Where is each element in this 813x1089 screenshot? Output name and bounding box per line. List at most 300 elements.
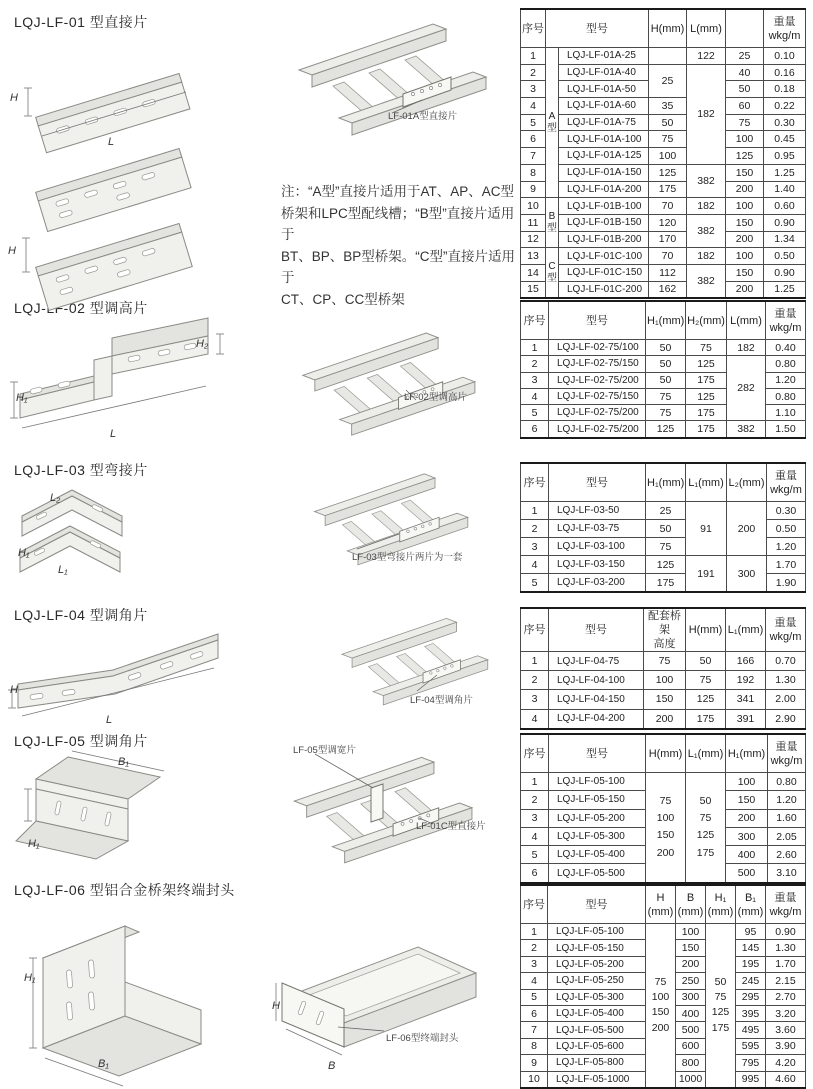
table-cell: 5	[521, 574, 549, 593]
dim-label: H₁	[24, 972, 36, 984]
column-header: H₁ (mm)	[706, 885, 736, 924]
type-usage-note: 注：“A型”直接片适用于AT、AP、AC型 桥架和LPC型配线槽；“B型”直接片适用于 BT、BP、BP型桥架。“C型”直接片适用于 CT、CP、CC型桥架	[281, 184, 516, 307]
table-cell: LQJ-LF-02-75/150	[549, 388, 646, 404]
table-cell: 0.90	[764, 264, 806, 281]
table-cell: 6	[521, 1005, 548, 1021]
table-cell: 500	[726, 864, 768, 883]
spec-table-lf05	[520, 733, 806, 884]
table-cell: 4.20	[766, 1055, 806, 1071]
table-row	[521, 709, 806, 729]
column-header	[726, 9, 764, 48]
column-header: 型号	[549, 463, 646, 502]
table-cell: LQJ-LF-02-75/150	[549, 356, 646, 372]
dim-label: H₂	[196, 338, 209, 350]
table-cell: 1000	[676, 1071, 706, 1088]
table-cell: 0.90	[764, 214, 806, 231]
column-header: L(mm)	[727, 301, 766, 340]
dim-label: B	[328, 1060, 336, 1072]
table-cell: 50	[646, 372, 686, 388]
column-header: H(mm)	[646, 734, 686, 773]
table-row	[521, 264, 806, 281]
table-cell: 125	[686, 356, 727, 372]
column-header: H₁(mm)	[646, 463, 686, 502]
table-cell: 95	[736, 924, 766, 940]
spec-table	[520, 8, 806, 299]
table-cell: 800	[676, 1055, 706, 1071]
table-cell: LQJ-LF-01C-100	[559, 248, 649, 265]
column-header: 型号	[548, 885, 646, 924]
table-cell: 75	[726, 114, 764, 131]
table-row	[521, 98, 806, 115]
table-cell: LQJ-LF-04-200	[549, 709, 644, 729]
table-cell: 0.30	[764, 114, 806, 131]
table-cell: 75	[644, 652, 686, 671]
column-header: 序号	[521, 301, 549, 340]
table-cell: LQJ-LF-04-75	[549, 652, 644, 671]
table-cell: 125	[649, 164, 687, 181]
table-cell: 60	[726, 98, 764, 115]
header-row	[521, 734, 806, 773]
table-cell: 50	[646, 340, 686, 356]
table-cell: LQJ-LF-05-500	[548, 1022, 646, 1038]
spec-table	[520, 884, 806, 1089]
table-cell: 3	[521, 81, 546, 98]
table-cell: 0.40	[766, 340, 806, 356]
table-row	[521, 64, 806, 81]
table-cell: 11	[521, 214, 546, 231]
table-cell: 5	[521, 989, 548, 1005]
drawing-lf05-plate	[12, 745, 217, 867]
table-cell: 400	[676, 1005, 706, 1021]
spec-table	[520, 462, 806, 593]
table-cell: 75	[646, 538, 686, 556]
table-cell: LQJ-LF-05-300	[549, 827, 646, 845]
iso-caption-lf03: LF-03型弯接片两片为一套	[352, 552, 463, 563]
spec-table-lf04	[520, 607, 806, 730]
table-cell: 1.34	[764, 231, 806, 248]
dim-label: L	[110, 428, 117, 440]
table-cell: 50 75 125 175	[706, 924, 736, 1088]
table-cell: LQJ-LF-01B-100	[559, 198, 649, 215]
table-cell: 50	[646, 356, 686, 372]
table-cell: 1.10	[766, 405, 806, 421]
section-title-lf06: LQJ-LF-06 型铝合金桥架终端封头	[14, 882, 235, 898]
iso-caption-lf06: LF-06型终端封头	[386, 1033, 459, 1044]
column-header: L₁(mm)	[686, 463, 727, 502]
table-cell: 4	[521, 827, 549, 845]
table-cell: 182	[687, 248, 726, 265]
table-cell: 75 100 150 200	[646, 773, 686, 883]
table-cell: 100	[726, 131, 764, 148]
table-cell: 7	[521, 148, 546, 165]
table-cell: C型	[546, 248, 559, 299]
table-cell: 1.20	[766, 372, 806, 388]
column-header: 重量 wkg/m	[766, 301, 806, 340]
dim-label: H₁	[28, 838, 40, 850]
table-cell: 282	[727, 356, 766, 421]
table-cell: 3.60	[766, 1022, 806, 1038]
table-cell: 1	[521, 502, 549, 520]
table-cell: A型	[546, 48, 559, 198]
table-cell: LQJ-LF-04-150	[549, 690, 644, 709]
table-cell: 112	[649, 264, 687, 281]
table-cell: LQJ-LF-01A-25	[559, 48, 649, 65]
table-cell: 5	[521, 405, 549, 421]
column-header: L₁(mm)	[686, 734, 726, 773]
table-cell: 166	[726, 652, 766, 671]
table-cell: 1.40	[764, 181, 806, 198]
table-cell: 3	[521, 372, 549, 388]
table-cell: 1.30	[766, 671, 806, 690]
table-cell: 8	[521, 1038, 548, 1054]
table-cell: 175	[646, 574, 686, 593]
table-cell: 1.20	[768, 791, 806, 809]
table-cell: 250	[676, 973, 706, 989]
section-title-lf03: LQJ-LF-03 型弯接片	[14, 462, 148, 478]
table-cell: 1.25	[764, 281, 806, 298]
table-cell: LQJ-LF-03-50	[549, 502, 646, 520]
header-row	[521, 608, 806, 652]
header-row	[521, 9, 806, 48]
dim-label: H	[272, 1000, 280, 1012]
table-cell: LQJ-LF-05-500	[549, 864, 646, 883]
table-cell: LQJ-LF-01A-200	[559, 181, 649, 198]
table-cell: 1	[521, 924, 548, 940]
table-cell: 150	[726, 791, 768, 809]
table-row	[521, 164, 806, 181]
iso-caption-lf01: LF-01A型直接片	[388, 111, 458, 122]
table-cell: 1	[521, 652, 549, 671]
column-header: 型号	[546, 9, 649, 48]
table-cell: 341	[726, 690, 766, 709]
table-cell: 35	[649, 98, 687, 115]
table-cell: 25	[726, 48, 764, 65]
table-cell: 14	[521, 264, 546, 281]
table-cell: 200	[726, 181, 764, 198]
section-title-lf04: LQJ-LF-04 型调角片	[14, 607, 148, 623]
table-cell: 170	[649, 231, 687, 248]
table-cell: LQJ-LF-01A-50	[559, 81, 649, 98]
section-title-lf01: LQJ-LF-01 型直接片	[14, 14, 148, 30]
table-cell: 25	[646, 502, 686, 520]
table-cell: 1.50	[766, 421, 806, 438]
table-row	[521, 231, 806, 248]
table-cell: 3.10	[768, 864, 806, 883]
table-row	[521, 248, 806, 265]
table-cell: 13	[521, 248, 546, 265]
table-cell: 2.60	[768, 846, 806, 864]
table-cell: 0.95	[764, 148, 806, 165]
table-cell: 300	[727, 556, 767, 593]
dim-label: H	[10, 92, 18, 104]
table-cell: 600	[676, 1038, 706, 1054]
table-cell: 75 100 150 200	[646, 924, 676, 1088]
table-cell: 75	[646, 388, 686, 404]
table-row	[521, 421, 806, 438]
spec-table	[520, 733, 806, 884]
table-cell: 391	[726, 709, 766, 729]
table-cell: 2	[521, 671, 549, 690]
table-cell: 15	[521, 281, 546, 298]
table-cell: 75	[686, 671, 726, 690]
column-header: 型号	[549, 301, 646, 340]
table-cell: 75	[646, 405, 686, 421]
table-cell: 3	[521, 690, 549, 709]
table-cell: LQJ-LF-03-75	[549, 520, 646, 538]
table-cell: 0.80	[766, 388, 806, 404]
table-cell: 200	[644, 709, 686, 729]
table-cell: 145	[736, 940, 766, 956]
table-cell: 0.22	[764, 98, 806, 115]
table-cell: 25	[649, 64, 687, 97]
table-cell: 2	[521, 64, 546, 81]
table-cell: 150	[726, 164, 764, 181]
table-row	[521, 652, 806, 671]
column-header: L₁(mm)	[726, 608, 766, 652]
table-cell: 500	[676, 1022, 706, 1038]
table-cell: LQJ-LF-01B-150	[559, 214, 649, 231]
column-header: L(mm)	[687, 9, 726, 48]
table-cell: 12	[521, 231, 546, 248]
column-header: 序号	[521, 885, 548, 924]
table-cell: LQJ-LF-02-75/200	[549, 405, 646, 421]
table-cell: 100	[649, 148, 687, 165]
table-cell: B型	[546, 198, 559, 248]
dim-label: L	[108, 136, 115, 148]
column-header: L₂(mm)	[727, 463, 767, 502]
table-row	[521, 556, 806, 574]
column-header: 重量 wkg/m	[766, 608, 806, 652]
table-cell: 1.90	[767, 574, 806, 593]
iso-caption-lf05-widener: LF-05型调宽片	[293, 745, 356, 756]
table-cell: 182	[687, 64, 726, 164]
table-cell: 2	[521, 791, 549, 809]
table-cell: 0.80	[768, 773, 806, 791]
table-row	[521, 281, 806, 298]
table-cell: 795	[736, 1055, 766, 1071]
column-header: H₂(mm)	[686, 301, 727, 340]
column-header: H₁(mm)	[646, 301, 686, 340]
table-row	[521, 181, 806, 198]
table-cell: LQJ-LF-04-100	[549, 671, 644, 690]
table-cell: LQJ-LF-05-150	[549, 791, 646, 809]
table-cell: 4	[521, 556, 549, 574]
table-cell: 0.70	[766, 652, 806, 671]
table-cell: 50	[646, 520, 686, 538]
table-cell: 182	[687, 198, 726, 215]
drawing-lf04-plate	[8, 620, 258, 720]
table-cell: 0.16	[764, 64, 806, 81]
table-cell: 122	[687, 48, 726, 65]
table-cell: 0.80	[766, 356, 806, 372]
table-cell: 1	[521, 340, 549, 356]
table-cell: 50 75 125 175	[686, 773, 726, 883]
spec-table-lf02	[520, 300, 806, 439]
table-cell: 395	[736, 1005, 766, 1021]
spec-table-lf06	[520, 884, 806, 1089]
table-cell: LQJ-LF-02-75/200	[549, 372, 646, 388]
table-cell: 6	[521, 864, 549, 883]
iso-caption-lf04: LF-04型调角片	[410, 695, 473, 706]
table-cell: 50	[649, 114, 687, 131]
table-cell: 200	[726, 281, 764, 298]
table-cell: 10	[521, 198, 546, 215]
table-cell: LQJ-LF-03-100	[549, 538, 646, 556]
section-title-lf02: LQJ-LF-02 型调高片	[14, 300, 148, 316]
table-cell: 200	[727, 502, 767, 556]
table-cell: 4	[521, 973, 548, 989]
table-cell: 8	[521, 164, 546, 181]
dim-label: B₁	[98, 1058, 109, 1070]
table-row	[521, 502, 806, 520]
iso-drawing-lf02	[288, 322, 518, 437]
table-cell: 2.90	[766, 709, 806, 729]
table-cell: 2	[521, 940, 548, 956]
table-cell: 100	[644, 671, 686, 690]
table-cell: 0.50	[767, 520, 806, 538]
iso-caption-lf02: LF-02型调高片	[404, 392, 467, 403]
column-header: 序号	[521, 463, 549, 502]
table-cell: 2	[521, 520, 549, 538]
table-cell: 295	[736, 989, 766, 1005]
table-row	[521, 131, 806, 148]
dim-label: L	[106, 714, 113, 726]
table-cell: 2.00	[766, 690, 806, 709]
table-cell: LQJ-LF-01A-100	[559, 131, 649, 148]
drawing-lf03-plates	[8, 478, 198, 580]
table-cell: 4.60	[766, 1071, 806, 1088]
table-cell: LQJ-LF-01B-200	[559, 231, 649, 248]
table-row	[521, 48, 806, 65]
table-cell: 182	[727, 340, 766, 356]
table-cell: 125	[646, 421, 686, 438]
table-cell: 200	[676, 956, 706, 972]
table-cell: 3.20	[766, 1005, 806, 1021]
table-cell: 150	[726, 214, 764, 231]
table-cell: 0.30	[767, 502, 806, 520]
table-cell: 2.05	[768, 827, 806, 845]
dim-label: L₁	[58, 564, 68, 576]
table-cell: LQJ-LF-05-100	[549, 773, 646, 791]
column-header: 型号	[549, 608, 644, 652]
dim-label: H₁	[16, 392, 28, 404]
column-header: H(mm)	[649, 9, 687, 48]
table-cell: 0.10	[764, 48, 806, 65]
dim-label: H₁	[18, 547, 30, 559]
table-cell: LQJ-LF-05-400	[548, 1005, 646, 1021]
table-cell: 200	[726, 231, 764, 248]
table-cell: 6	[521, 131, 546, 148]
table-cell: 5	[521, 846, 549, 864]
header-row	[521, 301, 806, 340]
table-cell: 0.60	[764, 198, 806, 215]
table-cell: 300	[676, 989, 706, 1005]
column-header: 序号	[521, 608, 549, 652]
table-cell: 100	[676, 924, 706, 940]
table-cell: 3	[521, 956, 548, 972]
table-cell: LQJ-LF-01A-60	[559, 98, 649, 115]
table-cell: 3.90	[766, 1038, 806, 1054]
table-cell: LQJ-LF-01A-75	[559, 114, 649, 131]
table-cell: LQJ-LF-05-1000	[548, 1071, 646, 1088]
table-cell: 125	[646, 556, 686, 574]
column-header: H(mm)	[686, 608, 726, 652]
table-cell: LQJ-LF-03-200	[549, 574, 646, 593]
table-cell: 150	[676, 940, 706, 956]
table-cell: 382	[727, 421, 766, 438]
table-cell: 91	[686, 502, 727, 556]
table-cell: 6	[521, 421, 549, 438]
dim-label: H	[10, 684, 18, 696]
table-cell: 162	[649, 281, 687, 298]
table-row	[521, 690, 806, 709]
column-header: 型号	[549, 734, 646, 773]
table-cell: 595	[736, 1038, 766, 1054]
table-cell: 125	[726, 148, 764, 165]
spec-table-lf03	[520, 462, 806, 593]
table-cell: 1.30	[766, 940, 806, 956]
table-cell: 175	[686, 405, 727, 421]
table-cell: LQJ-LF-05-250	[548, 973, 646, 989]
table-cell: LQJ-LF-05-150	[548, 940, 646, 956]
table-cell: 50	[686, 652, 726, 671]
spec-table	[520, 300, 806, 439]
dim-label: B₁	[118, 756, 129, 768]
drawing-lf02-plate	[8, 322, 258, 450]
table-cell: 245	[736, 973, 766, 989]
table-cell: 100	[726, 773, 768, 791]
table-cell: 1	[521, 773, 549, 791]
table-cell: 175	[686, 709, 726, 729]
table-cell: 100	[726, 248, 764, 265]
table-cell: 70	[649, 198, 687, 215]
table-cell: 175	[686, 421, 727, 438]
column-header: 重量 wkg/m	[764, 9, 806, 48]
table-cell: LQJ-LF-05-200	[549, 809, 646, 827]
table-cell: 200	[726, 809, 768, 827]
table-cell: LQJ-LF-05-600	[548, 1038, 646, 1054]
table-cell: 400	[726, 846, 768, 864]
table-cell	[649, 48, 687, 65]
table-cell: 10	[521, 1071, 548, 1088]
column-header: 序号	[521, 734, 549, 773]
table-cell: LQJ-LF-01C-150	[559, 264, 649, 281]
table-cell: 4	[521, 709, 549, 729]
table-cell: LQJ-LF-01C-200	[559, 281, 649, 298]
drawing-lf01-plates	[8, 40, 258, 288]
table-cell: 1.60	[768, 809, 806, 827]
table-cell: 175	[686, 372, 727, 388]
table-cell: 1.20	[767, 538, 806, 556]
table-cell: 4	[521, 388, 549, 404]
table-row	[521, 671, 806, 690]
table-cell: 1.70	[767, 556, 806, 574]
table-row	[521, 340, 806, 356]
table-cell: 9	[521, 1055, 548, 1071]
table-row	[521, 198, 806, 215]
header-row	[521, 463, 806, 502]
table-cell: 2.15	[766, 973, 806, 989]
table-cell: 495	[736, 1022, 766, 1038]
header-row	[521, 885, 806, 924]
iso-drawing-lf06	[268, 925, 513, 1070]
drawing-lf06-endcap	[15, 898, 265, 1076]
table-cell: LQJ-LF-05-200	[548, 956, 646, 972]
iso-caption-lf05-connector: LF-01C型直接片	[416, 821, 486, 832]
table-row	[521, 773, 806, 791]
table-cell: 195	[736, 956, 766, 972]
table-cell: 382	[687, 214, 726, 247]
